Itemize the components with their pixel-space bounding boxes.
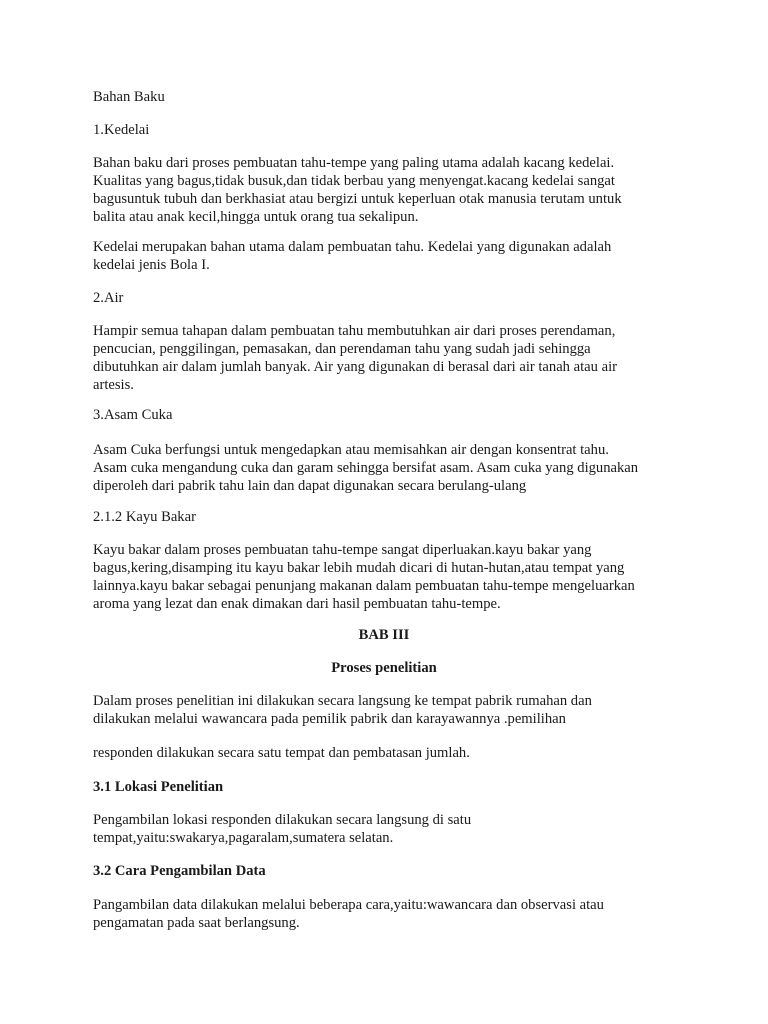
- item-kayu-bakar-paragraph: [93, 541, 693, 613]
- section-lokasi-title: 3.1 Lokasi Penelitian: [93, 779, 224, 795]
- item-asam-cuka-title: 3.Asam Cuka: [93, 407, 173, 423]
- text-line: Bahan baku dari proses pembuatan tahu-tempe yang paling utama adalah kacang kedelai.: [93, 155, 615, 171]
- text-line: bagus,kering,disamping itu kayu bakar lebih mudah dicari di hutan-hutan,atau tempat yang: [93, 560, 625, 576]
- text-line: aroma yang lezat dan enak dimakan dari hasil pembuatan tahu-tempe.: [93, 596, 501, 612]
- item-air-title: 2.Air: [93, 290, 124, 306]
- section-pengambilan-paragraph: [93, 896, 693, 932]
- item-kedelai-title: 1.Kedelai: [93, 122, 150, 138]
- chapter-subtitle: Proses penelitian: [331, 660, 437, 676]
- text-line: artesis.: [93, 377, 134, 393]
- item-asam-cuka-paragraph: [93, 441, 693, 495]
- heading-bahan-baku: Bahan Baku: [93, 89, 165, 105]
- text-line: lainnya.kayu bakar sebagai penunjang makanan dalam pembuatan tahu-tempe mengeluarkan: [93, 578, 635, 594]
- text-line: tempat,yaitu:swakarya,pagaralam,sumatera selatan.: [93, 830, 394, 846]
- text-line: Pangambilan data dilakukan melalui beberapa cara,yaitu:wawancara dan observasi atau: [93, 897, 604, 913]
- text-line: Hampir semua tahapan dalam pembuatan tahu membutuhkan air dari proses perendaman,: [93, 323, 616, 339]
- text-line: kedelai jenis Bola I.: [93, 257, 210, 273]
- section-pengambilan-title: 3.2 Cara Pengambilan Data: [93, 863, 266, 879]
- text-line: Asam cuka mengandung cuka dan garam sehingga bersifat asam. Asam cuka yang digunakan: [93, 460, 639, 476]
- text-line: diperoleh dari pabrik tahu lain dan dapat digunakan secara berulang-ulang: [93, 478, 527, 494]
- text-line: pengamatan pada saat berlangsung.: [93, 915, 300, 931]
- text-line: dilakukan melalui wawancara pada pemilik pabrik dan karayawannya .pemilihan: [93, 711, 566, 727]
- chapter-paragraph-2: responden dilakukan secara satu tempat dan pembatasan jumlah.: [93, 745, 470, 761]
- text-line: Asam Cuka berfungsi untuk mengedapkan atau memisahkan air dengan konsentrat tahu.: [93, 442, 609, 458]
- item-kedelai-paragraph-1: [93, 154, 693, 226]
- text-line: Kualitas yang bagus,tidak busuk,dan tidak berbau yang menyengat.kacang kedelai sangat: [93, 173, 615, 189]
- text-line: bagusuntuk tubuh dan berkhasiat atau bergizi untuk keperluan otak manusia terutam untuk: [93, 191, 622, 207]
- chapter-paragraph-1: [93, 692, 693, 728]
- text-line: balita atau anak kecil,hingga untuk orang tua sekalipun.: [93, 209, 419, 225]
- text-line: Kedelai merupakan bahan utama dalam pembuatan tahu. Kedelai yang digunakan adalah: [93, 239, 612, 255]
- text-line: Dalam proses penelitian ini dilakukan secara langsung ke tempat pabrik rumahan dan: [93, 693, 592, 709]
- text-line: Pengambilan lokasi responden dilakukan secara langsung di satu: [93, 812, 472, 828]
- text-line: Kayu bakar dalam proses pembuatan tahu-tempe sangat diperluakan.kayu bakar yang: [93, 542, 592, 558]
- text-line: dibutuhkan air dalam jumlah banyak. Air yang digunakan di berasal dari air tanah atau air: [93, 359, 617, 375]
- item-air-paragraph: [93, 322, 693, 394]
- section-lokasi-paragraph: [93, 811, 693, 847]
- item-kayu-bakar-title: 2.1.2 Kayu Bakar: [93, 509, 196, 525]
- chapter-title: BAB III: [358, 627, 410, 643]
- text-line: pencucian, penggilingan, pemasakan, dan perendaman tahu yang sudah jadi sehingga: [93, 341, 591, 357]
- item-kedelai-paragraph-2: [93, 238, 693, 274]
